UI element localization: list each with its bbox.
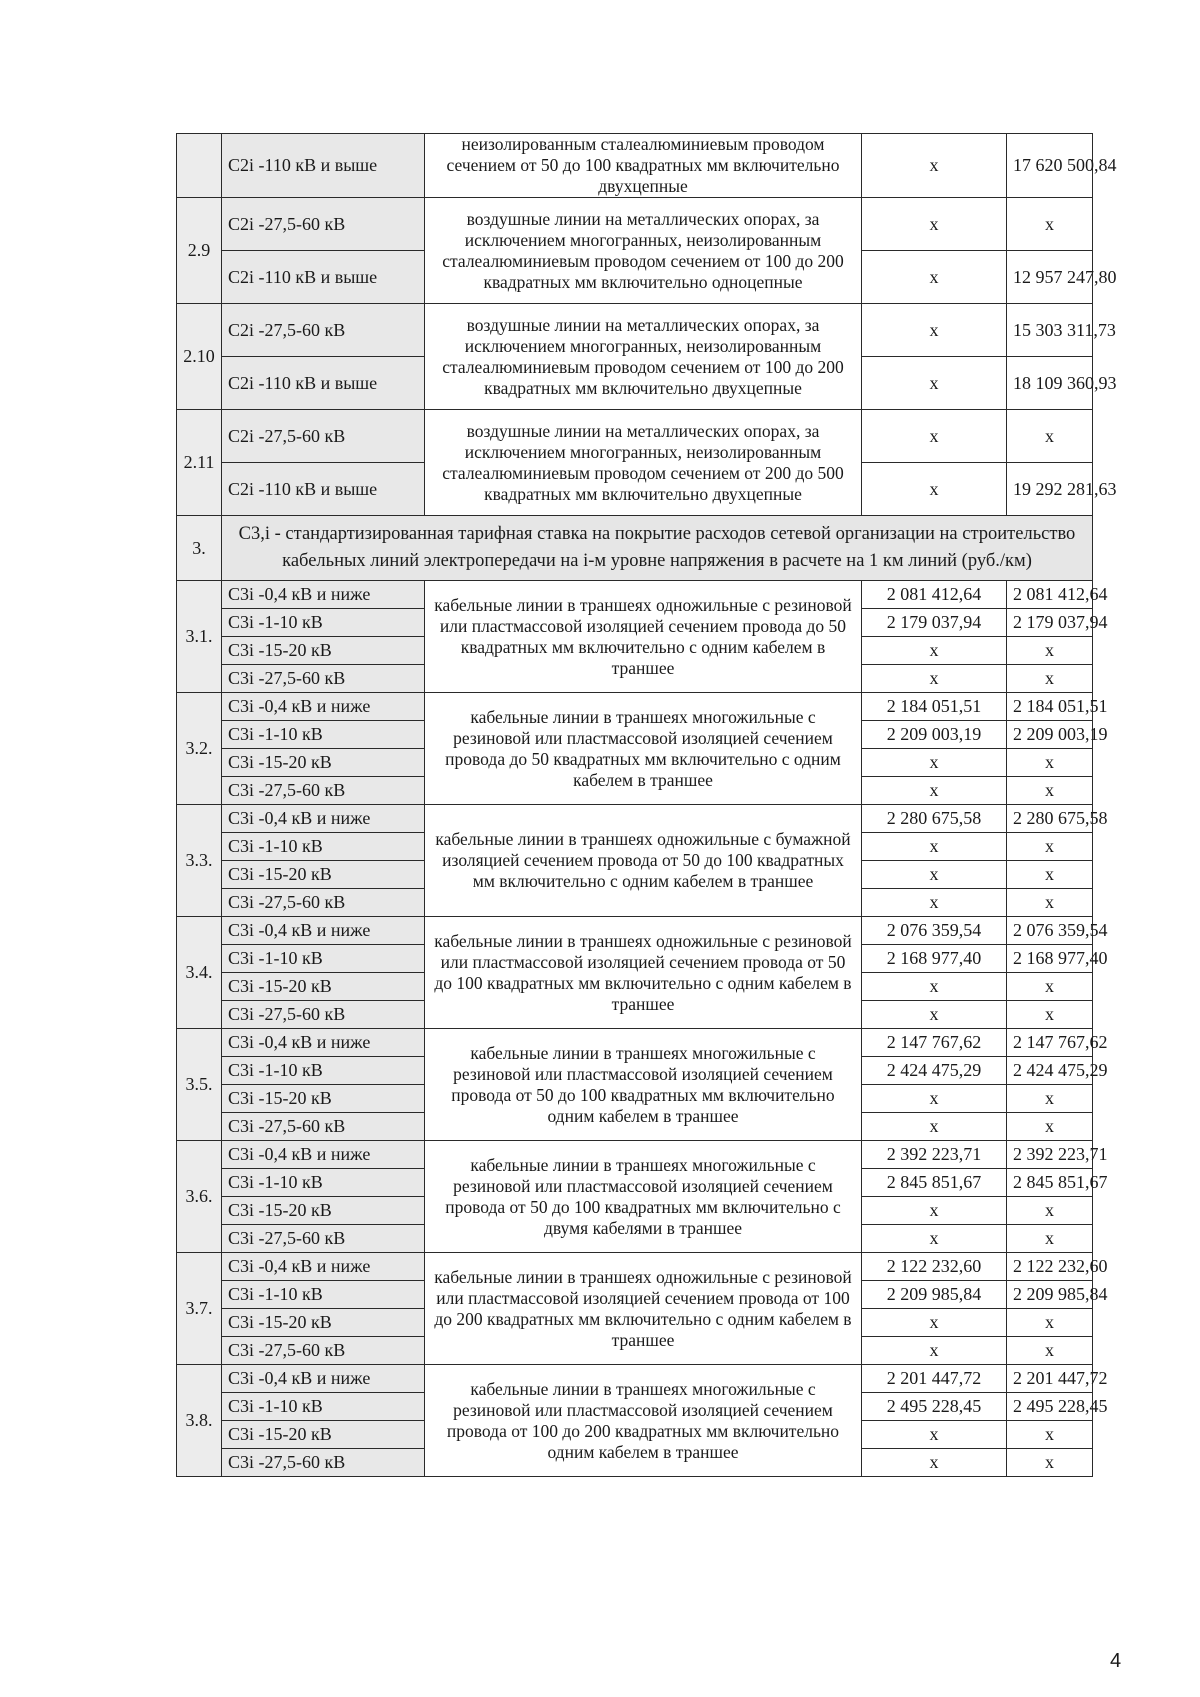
value-cell-1: 2 424 475,29	[862, 1057, 1007, 1085]
value-cell-2: 18 109 360,93	[1007, 357, 1093, 410]
value-cell-2: х	[1007, 1309, 1093, 1337]
value-cell-1: х	[862, 304, 1007, 357]
value-cell-2: х	[1007, 777, 1093, 805]
value-cell-1: 2 076 359,54	[862, 917, 1007, 945]
value-cell-2: 17 620 500,84	[1007, 134, 1093, 198]
value-cell-1: 2 184 051,51	[862, 693, 1007, 721]
value-cell-1: х	[862, 1085, 1007, 1113]
voltage-level-cell: С3i -27,5-60 кВ	[222, 889, 425, 917]
value-cell-1: х	[862, 1113, 1007, 1141]
section-number: 3.	[177, 516, 222, 581]
voltage-level-cell: С3i -0,4 кВ и ниже	[222, 1141, 425, 1169]
value-cell-1: 2 392 223,71	[862, 1141, 1007, 1169]
table-row	[177, 1365, 1093, 1393]
voltage-level-cell: С3i -1-10 кВ	[222, 1281, 425, 1309]
description-cell: воздушные линии на металлических опорах, за исключением многогранных, неизолированным сталеалюминиевым проводом сечением от 100 до 200 квадратных мм включительно двухцепные	[425, 304, 862, 410]
description-cell: кабельные линии в траншеях одножильные с резиновой или пластмассовой изоляцией сечением провода от 100 до 200 квадратных мм включительно с одним кабелем в траншее	[425, 1253, 862, 1365]
voltage-level-cell: С3i -27,5-60 кВ	[222, 1449, 425, 1477]
row-number: 3.1.	[177, 581, 222, 693]
voltage-level-cell: С3i -15-20 кВ	[222, 1197, 425, 1225]
value-cell-2: 2 184 051,51	[1007, 693, 1093, 721]
value-cell-1: х	[862, 665, 1007, 693]
voltage-level-cell: С3i -27,5-60 кВ	[222, 665, 425, 693]
voltage-level-cell: С3i -15-20 кВ	[222, 973, 425, 1001]
description-cell: воздушные линии на металлических опорах, за исключением многогранных, неизолированным сталеалюминиевым проводом сечением от 100 до 200 квадратных мм включительно одноцепные	[425, 198, 862, 304]
tariff-table-body	[177, 134, 1117, 1477]
page-number: 4	[1110, 1650, 1122, 1672]
voltage-level-cell: С3i -1-10 кВ	[222, 945, 425, 973]
value-cell-1: х	[862, 1449, 1007, 1477]
value-cell-1: х	[862, 861, 1007, 889]
value-cell-2: 2 392 223,71	[1007, 1141, 1093, 1169]
voltage-level-cell: C2i -27,5-60 кВ	[222, 410, 425, 463]
value-cell-2: 2 424 475,29	[1007, 1057, 1093, 1085]
table-row	[177, 581, 1093, 609]
value-cell-2: х	[1007, 410, 1093, 463]
value-cell-2: 2 147 767,62	[1007, 1029, 1093, 1057]
value-cell-2: х	[1007, 198, 1093, 251]
value-cell-2: 19 292 281,63	[1007, 463, 1093, 516]
value-cell-2: х	[1007, 1113, 1093, 1141]
value-cell-2: х	[1007, 637, 1093, 665]
value-cell-1: 2 168 977,40	[862, 945, 1007, 973]
value-cell-1: х	[862, 198, 1007, 251]
voltage-level-cell: C2i -27,5-60 кВ	[222, 198, 425, 251]
voltage-level-cell: С3i -15-20 кВ	[222, 749, 425, 777]
voltage-level-cell: С3i -15-20 кВ	[222, 861, 425, 889]
value-cell-1: х	[862, 1197, 1007, 1225]
value-cell-1: 2 495 228,45	[862, 1393, 1007, 1421]
voltage-level-cell: С3i -15-20 кВ	[222, 637, 425, 665]
voltage-level-cell: С3i -0,4 кВ и ниже	[222, 917, 425, 945]
table-row	[177, 304, 1093, 357]
value-cell-1: х	[862, 1337, 1007, 1365]
value-cell-2: х	[1007, 973, 1093, 1001]
table-row	[177, 805, 1093, 833]
value-cell-2: 2 209 003,19	[1007, 721, 1093, 749]
voltage-level-cell: C2i -110 кВ и выше	[222, 251, 425, 304]
voltage-level-cell: С3i -27,5-60 кВ	[222, 777, 425, 805]
row-number: 2.9	[177, 198, 222, 304]
row-number: 3.5.	[177, 1029, 222, 1141]
row-number: 2.11	[177, 410, 222, 516]
table-row	[177, 1029, 1093, 1057]
value-cell-1: 2 201 447,72	[862, 1365, 1007, 1393]
value-cell-1: 2 209 985,84	[862, 1281, 1007, 1309]
value-cell-1: х	[862, 973, 1007, 1001]
value-cell-1: 2 280 675,58	[862, 805, 1007, 833]
value-cell-1: х	[862, 410, 1007, 463]
value-cell-2: 2 495 228,45	[1007, 1393, 1093, 1421]
value-cell-2: х	[1007, 1197, 1093, 1225]
voltage-level-cell: C2i -110 кВ и выше	[222, 134, 425, 198]
row-number: 3.8.	[177, 1365, 222, 1477]
voltage-level-cell: С3i -1-10 кВ	[222, 609, 425, 637]
value-cell-1: х	[862, 1309, 1007, 1337]
description-cell: кабельные линии в траншеях одножильные с бумажной изоляцией сечением провода от 50 до 100 квадратных мм включительно с одним кабелем в траншее	[425, 805, 862, 917]
voltage-level-cell: С3i -27,5-60 кВ	[222, 1337, 425, 1365]
row-number: 3.2.	[177, 693, 222, 805]
row-number: 3.3.	[177, 805, 222, 917]
value-cell-2: х	[1007, 665, 1093, 693]
table-row	[177, 198, 1093, 251]
row-number: 3.7.	[177, 1253, 222, 1365]
value-cell-2: 2 168 977,40	[1007, 945, 1093, 973]
voltage-level-cell: С3i -0,4 кВ и ниже	[222, 1029, 425, 1057]
value-cell-2: 2 179 037,94	[1007, 609, 1093, 637]
value-cell-1: х	[862, 134, 1007, 198]
voltage-level-cell: С3i -0,4 кВ и ниже	[222, 693, 425, 721]
value-cell-2: 12 957 247,80	[1007, 251, 1093, 304]
row-number-cell	[177, 134, 222, 198]
value-cell-2: 2 076 359,54	[1007, 917, 1093, 945]
section-title: С3,i - стандартизированная тарифная ставка на покрытие расходов сетевой организации на строительство кабельных линий электропередачи на i-м уровне напряжения в расчете на 1 км линий (руб./км)	[222, 516, 1093, 581]
value-cell-1: х	[862, 889, 1007, 917]
voltage-level-cell: С3i -0,4 кВ и ниже	[222, 1365, 425, 1393]
value-cell-1: х	[862, 749, 1007, 777]
section-row	[177, 516, 1093, 581]
value-cell-2: 2 081 412,64	[1007, 581, 1093, 609]
value-cell-2: х	[1007, 833, 1093, 861]
table-row	[177, 1141, 1093, 1169]
value-cell-2: х	[1007, 1085, 1093, 1113]
value-cell-2: 2 201 447,72	[1007, 1365, 1093, 1393]
description-cell: неизолированным сталеалюминиевым проводом сечением от 50 до 100 квадратных мм включительно двухцепные	[425, 134, 862, 198]
voltage-level-cell: C2i -27,5-60 кВ	[222, 304, 425, 357]
value-cell-1: 2 845 851,67	[862, 1169, 1007, 1197]
value-cell-1: х	[862, 357, 1007, 410]
voltage-level-cell: С3i -15-20 кВ	[222, 1085, 425, 1113]
voltage-level-cell: С3i -1-10 кВ	[222, 833, 425, 861]
row-number: 3.6.	[177, 1141, 222, 1253]
value-cell-2: 15 303 311,73	[1007, 304, 1093, 357]
row-number: 3.4.	[177, 917, 222, 1029]
value-cell-1: х	[862, 1421, 1007, 1449]
voltage-level-cell: C2i -110 кВ и выше	[222, 463, 425, 516]
value-cell-1: х	[862, 1001, 1007, 1029]
description-cell: кабельные линии в траншеях одножильные с резиновой или пластмассовой изоляцией сечением провода до 50 квадратных мм включительно с одним кабелем в траншее	[425, 581, 862, 693]
voltage-level-cell: С3i -0,4 кВ и ниже	[222, 581, 425, 609]
value-cell-1: 2 179 037,94	[862, 609, 1007, 637]
voltage-level-cell: С3i -1-10 кВ	[222, 721, 425, 749]
value-cell-2: х	[1007, 1421, 1093, 1449]
value-cell-2: 2 845 851,67	[1007, 1169, 1093, 1197]
voltage-level-cell: С3i -1-10 кВ	[222, 1393, 425, 1421]
value-cell-2: х	[1007, 861, 1093, 889]
value-cell-2: х	[1007, 1449, 1093, 1477]
value-cell-2: х	[1007, 889, 1093, 917]
table-row	[177, 1253, 1093, 1281]
table-row	[177, 134, 1093, 198]
value-cell-1: 2 122 232,60	[862, 1253, 1007, 1281]
description-cell: кабельные линии в траншеях многожильные с резиновой или пластмассовой изоляцией сечением провода от 50 до 100 квадратных мм включительно с двумя кабелями в траншее	[425, 1141, 862, 1253]
value-cell-1: х	[862, 637, 1007, 665]
value-cell-2: х	[1007, 1225, 1093, 1253]
value-cell-2: х	[1007, 1001, 1093, 1029]
value-cell-2: 2 122 232,60	[1007, 1253, 1093, 1281]
value-cell-2: 2 209 985,84	[1007, 1281, 1093, 1309]
table-row	[177, 410, 1093, 463]
description-cell: кабельные линии в траншеях многожильные с резиновой или пластмассовой изоляцией сечением провода от 50 до 100 квадратных мм включительно одним кабелем в траншее	[425, 1029, 862, 1141]
value-cell-1: х	[862, 1225, 1007, 1253]
voltage-level-cell: С3i -1-10 кВ	[222, 1169, 425, 1197]
table-row	[177, 693, 1093, 721]
value-cell-1: х	[862, 251, 1007, 304]
tariff-table	[176, 133, 1117, 1477]
description-cell: кабельные линии в траншеях многожильные с резиновой или пластмассовой изоляцией сечением провода от 100 до 200 квадратных мм включительно одним кабелем в траншее	[425, 1365, 862, 1477]
value-cell-1: х	[862, 777, 1007, 805]
value-cell-1: 2 081 412,64	[862, 581, 1007, 609]
voltage-level-cell: С3i -15-20 кВ	[222, 1421, 425, 1449]
voltage-level-cell: С3i -27,5-60 кВ	[222, 1001, 425, 1029]
value-cell-2: 2 280 675,58	[1007, 805, 1093, 833]
value-cell-1: 2 147 767,62	[862, 1029, 1007, 1057]
description-cell: воздушные линии на металлических опорах, за исключением многогранных, неизолированным сталеалюминиевым проводом сечением от 200 до 500 квадратных мм включительно двухцепные	[425, 410, 862, 516]
voltage-level-cell: C2i -110 кВ и выше	[222, 357, 425, 410]
voltage-level-cell: С3i -15-20 кВ	[222, 1309, 425, 1337]
description-cell: кабельные линии в траншеях многожильные с резиновой или пластмассовой изоляцией сечением провода до 50 квадратных мм включительно с одним кабелем в траншее	[425, 693, 862, 805]
value-cell-2: х	[1007, 749, 1093, 777]
value-cell-1: х	[862, 833, 1007, 861]
row-number: 2.10	[177, 304, 222, 410]
voltage-level-cell: С3i -1-10 кВ	[222, 1057, 425, 1085]
table-row	[177, 917, 1093, 945]
voltage-level-cell: С3i -27,5-60 кВ	[222, 1113, 425, 1141]
voltage-level-cell: С3i -0,4 кВ и ниже	[222, 805, 425, 833]
description-cell: кабельные линии в траншеях одножильные с резиновой или пластмассовой изоляцией сечением провода от 50 до 100 квадратных мм включительно с одним кабелем в траншее	[425, 917, 862, 1029]
voltage-level-cell: С3i -0,4 кВ и ниже	[222, 1253, 425, 1281]
value-cell-1: х	[862, 463, 1007, 516]
voltage-level-cell: С3i -27,5-60 кВ	[222, 1225, 425, 1253]
value-cell-1: 2 209 003,19	[862, 721, 1007, 749]
value-cell-2: х	[1007, 1337, 1093, 1365]
